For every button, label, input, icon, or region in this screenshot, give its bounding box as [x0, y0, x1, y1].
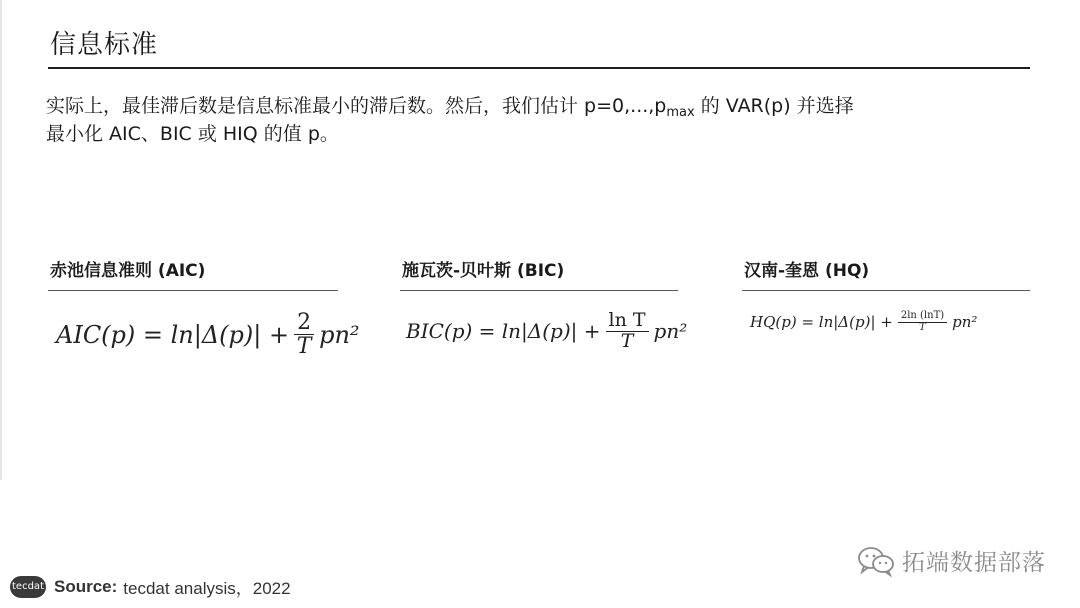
source-text: tecdat analysis，2022: [123, 579, 291, 598]
formula-lhs: HQ(p) = ln|Δ(p)| +: [750, 313, 893, 331]
fraction-denominator: T: [296, 334, 312, 360]
watermark: [856, 544, 1046, 577]
intro-text-line2: 最小化 AIC、BIC 或 HIQ 的值 p。: [46, 123, 339, 145]
fraction-denominator: T: [620, 329, 634, 352]
bic-formula: [400, 309, 688, 352]
intro-text-part1: 实际上，最佳滞后数是信息标准最小的滞后数。然后，我们估计 p=0,...,p: [46, 95, 667, 117]
source-footer: [10, 574, 291, 599]
formula-lhs: BIC(p) = ln|Δ(p)| +: [406, 319, 601, 344]
fraction-numerator: 2ln (lnT): [898, 311, 947, 323]
fraction-numerator: ln T: [606, 311, 649, 332]
hq-formula: [742, 311, 1030, 333]
formula-fraction: [606, 311, 649, 352]
criterion-bic: [400, 258, 688, 352]
criterion-title: 赤池信息准则 (AIC): [50, 261, 206, 281]
tecdat-logo: tecdat: [10, 576, 46, 598]
watermark-text: 拓端数据部落: [902, 550, 1046, 576]
criterion-divider: [400, 290, 678, 291]
fraction-numerator: 2: [294, 311, 314, 335]
criterion-aic: [48, 258, 360, 360]
formula-fraction: [898, 311, 947, 333]
intro-text-part2: 的 VAR(p) 并选择: [694, 95, 854, 117]
formula-fraction: [294, 311, 314, 358]
wechat-icon: [856, 545, 896, 577]
intro-paragraph: [46, 92, 1036, 148]
aic-formula: [48, 310, 360, 360]
formula-tail: pn²: [319, 320, 360, 349]
criterion-hq: [742, 258, 1030, 333]
formula-tail: pn²: [653, 319, 688, 344]
criterion-title: 汉南-奎恩 (HQ): [744, 261, 870, 281]
intro-subscript: max: [666, 105, 695, 120]
source-label: Source:: [54, 576, 118, 596]
formula-tail: pn²: [952, 313, 978, 331]
title-divider: [48, 67, 1030, 69]
formula-lhs: AIC(p) = ln|Δ(p)| +: [56, 320, 290, 349]
slide-title: 信息标准: [50, 30, 159, 60]
criterion-divider: [742, 290, 1030, 291]
fraction-denominator: T: [919, 321, 926, 333]
slide-left-edge: [0, 0, 2, 480]
criterion-divider: [48, 290, 338, 291]
criterion-title: 施瓦茨-贝叶斯 (BIC): [402, 261, 565, 281]
